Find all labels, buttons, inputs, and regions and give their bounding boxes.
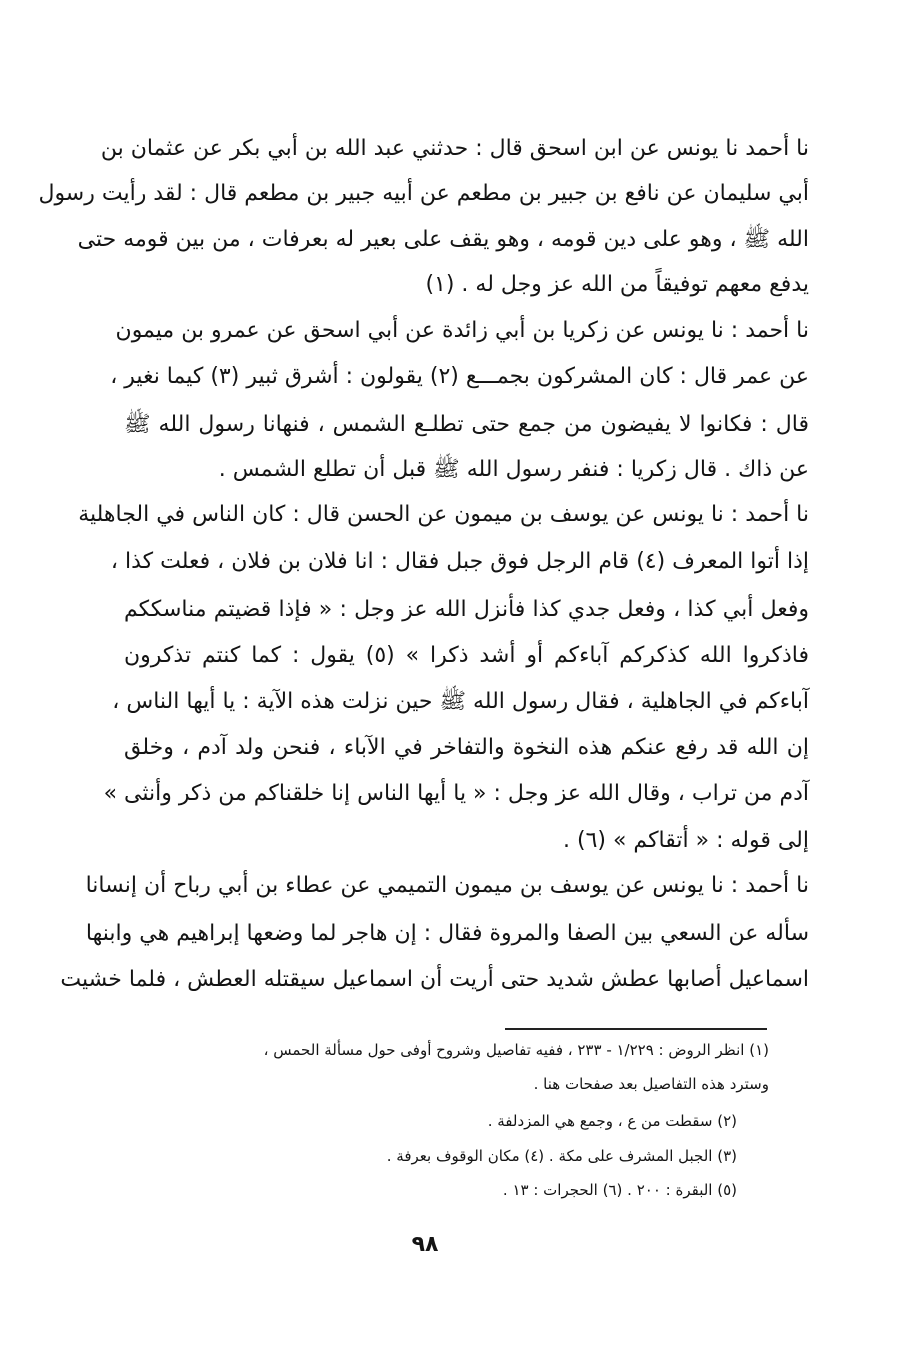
text-line: سأله عن السعي بين الصفا والمروة فقال : إن هاجر لما وضعها إبراهيم هي وابنها: [85, 921, 809, 946]
text-line: إن الله قد رفع عنكم هذه النخوة والتفاخر في الآباء ، فنحن ولد آدم ، وخلق: [124, 735, 809, 760]
text-line: آدم من تراب ، وقال الله عز وجل : « يا أيها الناس إنا خلقناكم من ذكر وأنثى »: [103, 781, 809, 806]
footnote-line: (٣) الجبل المشرف على مكة . (٤) مكان الوقوف بعرفة .: [386, 1147, 737, 1165]
text-line: إلى قوله : « أتقاكم » (٦) .: [563, 828, 809, 853]
text-line: أبي سليمان عن نافع بن جبير بن مطعم عن أبيه جبير بن مطعم قال : لقد رأيت رسول: [38, 181, 809, 206]
text-line: نا أحمد نا يونس عن ابن اسحق قال : حدثني عبد الله بن أبي بكر عن عثمان بن: [100, 136, 809, 161]
text-line: قال : فكانوا لا يفيضون من جمع حتى تطلـع الشمس ، فنهانا رسول الله ﷺ: [124, 412, 809, 437]
text-line: آباءكم في الجاهلية ، فقال رسول الله ﷺ حين نزلت هذه الآية : يا أيها الناس ،: [112, 689, 809, 714]
text-line: نا أحمد : نا يونس عن زكريا بن أبي زائدة عن أبي اسحق عن عمرو بن ميمون: [115, 318, 809, 343]
text-line: اسماعيل أصابها عطش شديد حتى أريت أن اسماعيل سيقتله العطش ، فلما خشيت: [60, 967, 809, 992]
text-line: يدفع معهم توفيقاً من الله عز وجل له . (١): [425, 272, 809, 297]
footnote-line: (١) انظر الروض : ١/٢٢٩ - ٢٣٣ ، ففيه تفاصيل وشروح أوفى حول مسألة الحمس ،: [263, 1041, 769, 1059]
footnote-line: (٢) سقطت من ع ، وجمع هي المزدلفة .: [487, 1112, 737, 1130]
text-line: إذا أتوا المعرف (٤) قام الرجل فوق جبل فقال : انا فلان بن فلان ، فعلت كذا ،: [110, 549, 809, 574]
text-line: الله ﷺ ، وهو على دين قومه ، وهو يقف على بعير له بعرفات ، من بين قومه حتى: [77, 227, 809, 252]
text-line: عن عمر قال : كان المشركون بجمـــع (٢) يقولون : أشرق ثبير (٣) كيما نغير ،: [110, 364, 809, 389]
page-number: ٩٨: [411, 1232, 439, 1257]
text-line: وفعل أبي كذا ، وفعل جدي كذا فأنزل الله عز وجل : « فإذا قضيتم مناسككم: [124, 597, 809, 622]
text-line: فاذكروا الله كذكركم آباءكم أو أشد ذكرا » (٥) يقول : كما كنتم تذكرون: [124, 643, 809, 668]
text-line: نا أحمد : نا يونس عن يوسف بن ميمون عن الحسن قال : كان الناس في الجاهلية: [78, 502, 809, 527]
text-line: عن ذاك . قال زكريا : فنفر رسول الله ﷺ قبل أن تطلع الشمس .: [218, 457, 809, 482]
footnote-divider: [505, 1028, 767, 1030]
footnote-line: وسترد هذه التفاصيل بعد صفحات هنا .: [533, 1075, 769, 1093]
footnote-line: (٥) البقرة : ٢٠٠ . (٦) الحجرات : ١٣ .: [502, 1181, 737, 1199]
text-line: نا أحمد : نا يونس عن يوسف بن ميمون التميمي عن عطاء بن أبي رباح أن إنسانا: [85, 873, 809, 898]
